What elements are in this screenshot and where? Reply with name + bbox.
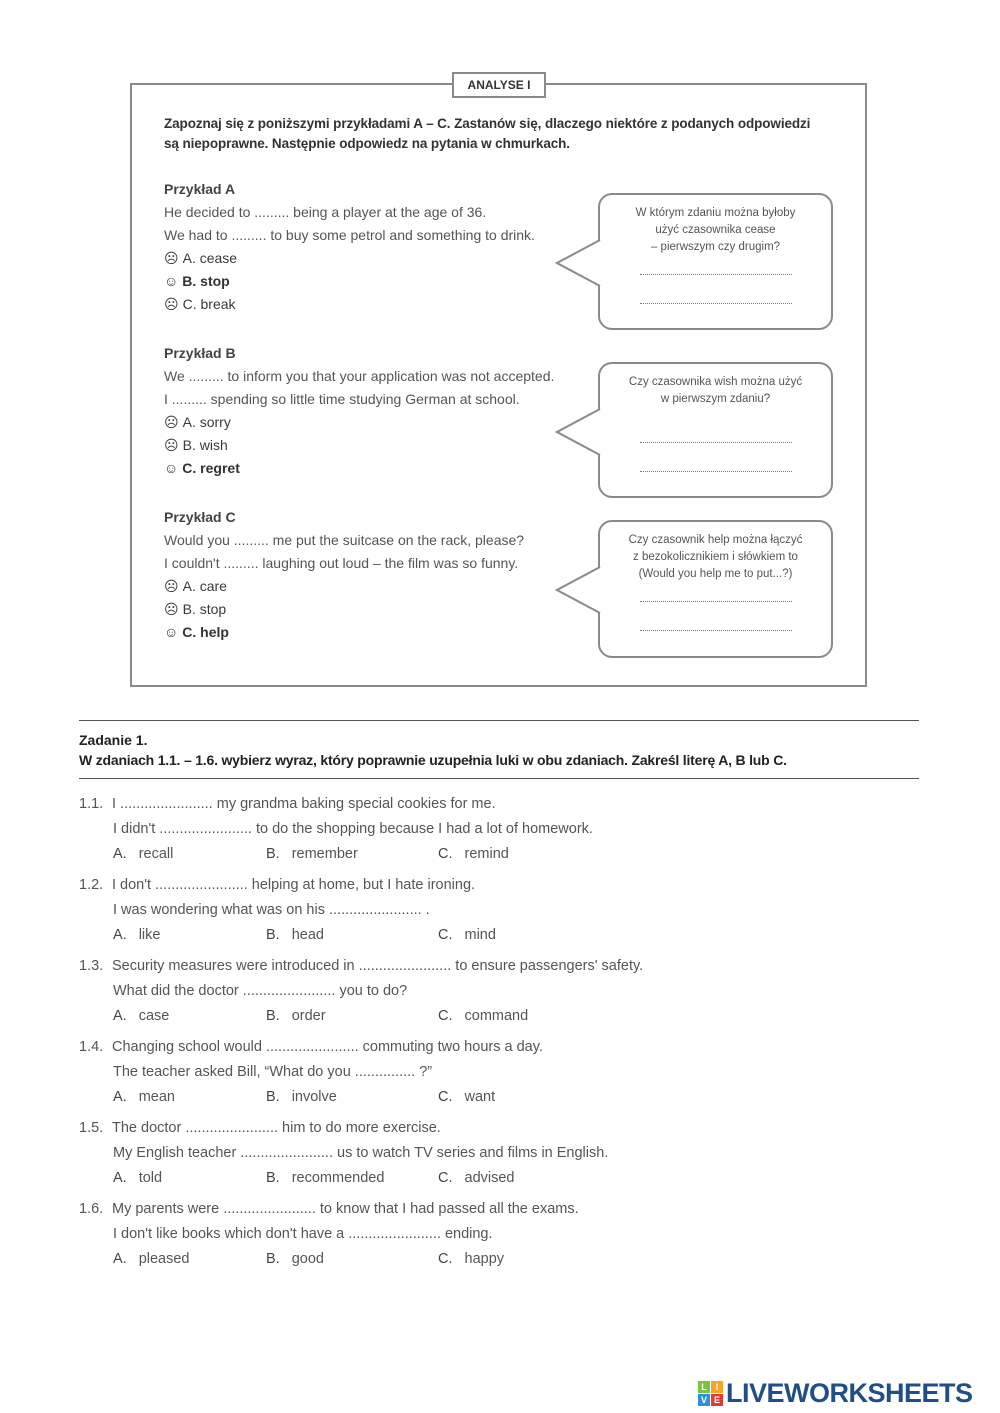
logo-tile: L — [698, 1381, 710, 1393]
answer-option-a[interactable] — [113, 1008, 169, 1024]
option-letter: A. — [113, 846, 127, 862]
option-word: like — [138, 927, 161, 943]
option-label: B. stop — [182, 601, 227, 617]
option-word: case — [138, 1008, 170, 1024]
task-instruction: W zdaniach 1.1. – 1.6. wybierz wyraz, który poprawnie uzupełnia luki w obu zdaniach. Zakreśl literę A, B lub C. — [79, 752, 787, 768]
example-sentence: He decided to ......... being a player at the age of 36. — [164, 204, 487, 220]
bubble-question: (Would you help me to put...?) — [638, 568, 793, 580]
question-number: 1.2. — [79, 877, 104, 893]
sad-face-icon: ☹ — [164, 437, 179, 453]
answer-option-b[interactable] — [266, 1170, 384, 1186]
example-a — [164, 178, 594, 316]
answer-line[interactable] — [640, 471, 792, 472]
example-option — [164, 411, 594, 434]
option-label: C. break — [182, 296, 236, 312]
answer-option-c[interactable] — [438, 846, 509, 862]
example-sentence: We ......... to inform you that your application was not accepted. — [164, 368, 555, 384]
sentence-2: I was wondering what was on his ....................... . — [113, 902, 430, 918]
example-option — [164, 270, 594, 293]
option-letter: B. — [266, 1251, 280, 1267]
divider — [79, 778, 919, 779]
option-letter: A. — [113, 927, 127, 943]
example-option — [164, 575, 594, 598]
bubble-question: W którym zdaniu można byłoby — [635, 207, 796, 219]
answer-option-a[interactable] — [113, 846, 173, 862]
option-letter: C. — [438, 927, 453, 943]
example-heading: Przykład B — [164, 345, 236, 361]
example-option — [164, 293, 594, 316]
smiley-face-icon: ☺ — [164, 273, 179, 289]
sentence-1: My parents were ....................... to know that I had passed all the exams. — [112, 1201, 579, 1217]
answer-option-c[interactable] — [438, 1089, 495, 1105]
bubble-question: Czy czasownik help można łączyć — [628, 534, 803, 546]
option-word: advised — [464, 1170, 515, 1186]
option-label: A. sorry — [182, 414, 231, 430]
option-letter: A. — [113, 1089, 127, 1105]
sentence-1: I don't ....................... helping at home, but I hate ironing. — [112, 877, 476, 893]
option-word: remind — [464, 846, 509, 862]
option-letter: B. — [266, 1008, 280, 1024]
option-word: pleased — [138, 1251, 190, 1267]
option-word: command — [464, 1008, 529, 1024]
answer-option-c[interactable] — [438, 1251, 504, 1267]
example-option — [164, 621, 594, 644]
option-word: head — [291, 927, 324, 943]
logo-tile: I — [711, 1381, 723, 1393]
answer-option-b[interactable] — [266, 1008, 326, 1024]
smiley-face-icon: ☺ — [164, 460, 179, 476]
option-word: told — [138, 1170, 163, 1186]
sad-face-icon: ☹ — [164, 414, 179, 430]
option-letter: B. — [266, 1089, 280, 1105]
sentence-1: I ....................... my grandma baking special cookies for me. — [112, 796, 496, 812]
option-letter: C. — [438, 1089, 453, 1105]
example-sentence: Would you ......... me put the suitcase on the rack, please? — [164, 532, 525, 548]
analyse-intro-line-2: są niepoprawne. Następnie odpowiedz na pytania w chmurkach. — [164, 136, 570, 151]
answer-option-b[interactable] — [266, 846, 358, 862]
example-b — [164, 342, 594, 480]
question-number: 1.1. — [79, 796, 104, 812]
bubble-question: z bezokolicznikiem i słówkiem to — [633, 551, 798, 563]
option-letter: C. — [438, 846, 453, 862]
answer-option-b[interactable] — [266, 927, 324, 943]
analyse-title: ANALYSE I — [452, 72, 546, 98]
example-c — [164, 506, 594, 644]
sentence-1: Security measures were introduced in ....................... to ensure passengers' safety. — [112, 958, 644, 974]
bubble-question: w pierwszym zdaniu? — [660, 393, 771, 405]
example-heading: Przykład A — [164, 181, 236, 197]
answer-option-a[interactable] — [113, 927, 160, 943]
answer-line[interactable] — [640, 274, 792, 275]
smiley-face-icon: ☺ — [164, 624, 179, 640]
option-letter: A. — [113, 1170, 127, 1186]
sad-face-icon: ☹ — [164, 601, 179, 617]
logo-tile: E — [711, 1394, 723, 1406]
answer-line[interactable] — [640, 303, 792, 304]
question-number: 1.3. — [79, 958, 104, 974]
option-label: A. care — [182, 578, 227, 594]
answer-option-c[interactable] — [438, 1170, 514, 1186]
option-label: A. cease — [182, 250, 238, 266]
example-option — [164, 434, 594, 457]
logo-text: LIVEWORKSHEETS — [726, 1378, 973, 1408]
option-word: mind — [464, 927, 496, 943]
option-word: remember — [291, 846, 358, 862]
option-letter: A. — [113, 1251, 127, 1267]
logo-tiles-icon — [698, 1381, 723, 1406]
option-word: good — [291, 1251, 324, 1267]
question-number: 1.5. — [79, 1120, 104, 1136]
example-sentence: We had to ......... to buy some petrol and something to drink. — [164, 227, 535, 243]
option-word: recall — [138, 846, 174, 862]
task-title: Zadanie 1. — [79, 732, 148, 748]
sentence-2: I didn't ....................... to do the shopping because I had a lot of homework. — [113, 821, 593, 837]
example-option — [164, 247, 594, 270]
speech-bubble — [598, 520, 833, 658]
answer-option-c[interactable] — [438, 927, 496, 943]
option-word: recommended — [291, 1170, 385, 1186]
analyse-intro-line-1: Zapoznaj się z poniższymi przykładami A – C. Zastanów się, dlaczego niektóre z podanych odpowiedzi — [164, 116, 811, 131]
answer-option-a[interactable] — [113, 1170, 162, 1186]
divider — [79, 720, 919, 721]
example-heading: Przykład C — [164, 509, 236, 525]
option-label: B. wish — [182, 437, 228, 453]
example-sentence: I couldn't ......... laughing out loud – the film was so funny. — [164, 555, 519, 571]
option-letter: B. — [266, 846, 280, 862]
sentence-1: The doctor ....................... him to do more exercise. — [112, 1120, 441, 1136]
option-letter: C. — [438, 1170, 453, 1186]
answer-option-c[interactable] — [438, 1008, 528, 1024]
example-sentence: I ......... spending so little time studying German at school. — [164, 391, 520, 407]
question-number: 1.6. — [79, 1201, 104, 1217]
example-option — [164, 598, 594, 621]
bubble-question: – pierwszym czy drugim? — [650, 241, 781, 253]
logo-tile: V — [698, 1394, 710, 1406]
question-number: 1.4. — [79, 1039, 104, 1055]
option-label: C. help — [182, 624, 229, 640]
sentence-1: Changing school would ....................... commuting two hours a day. — [112, 1039, 543, 1055]
answer-line[interactable] — [640, 630, 792, 631]
option-letter: B. — [266, 1170, 280, 1186]
answer-option-a[interactable] — [113, 1089, 175, 1105]
bubble-question: użyć czasownika cease — [655, 224, 776, 236]
option-letter: A. — [113, 1008, 127, 1024]
sad-face-icon: ☹ — [164, 250, 179, 266]
sentence-2: What did the doctor ....................... you to do? — [113, 983, 408, 999]
bubble-tail — [555, 407, 601, 457]
answer-line[interactable] — [640, 601, 792, 602]
sentence-2: The teacher asked Bill, “What do you ............... ?” — [113, 1064, 433, 1080]
option-word: involve — [291, 1089, 337, 1105]
sad-face-icon: ☹ — [164, 578, 179, 594]
option-label: B. stop — [182, 273, 230, 289]
example-option — [164, 457, 594, 480]
sad-face-icon: ☹ — [164, 296, 179, 312]
speech-bubble — [598, 362, 833, 498]
bubble-question: Czy czasownika wish można użyć — [628, 376, 803, 388]
sentence-2: My English teacher ....................... us to watch TV series and films in English. — [113, 1145, 609, 1161]
speech-bubble — [598, 193, 833, 330]
option-word: order — [291, 1008, 326, 1024]
option-letter: C. — [438, 1251, 453, 1267]
liveworksheets-logo — [698, 1378, 973, 1409]
option-word: mean — [138, 1089, 175, 1105]
bubble-tail — [555, 565, 601, 615]
answer-option-b[interactable] — [266, 1251, 324, 1267]
answer-line[interactable] — [640, 442, 792, 443]
option-letter: C. — [438, 1008, 453, 1024]
option-letter: B. — [266, 927, 280, 943]
sentence-2: I don't like books which don't have a ....................... ending. — [113, 1226, 493, 1242]
option-word: want — [464, 1089, 496, 1105]
answer-option-a[interactable] — [113, 1251, 190, 1267]
bubble-tail — [555, 238, 601, 288]
answer-option-b[interactable] — [266, 1089, 337, 1105]
option-label: C. regret — [182, 460, 240, 476]
option-word: happy — [464, 1251, 505, 1267]
